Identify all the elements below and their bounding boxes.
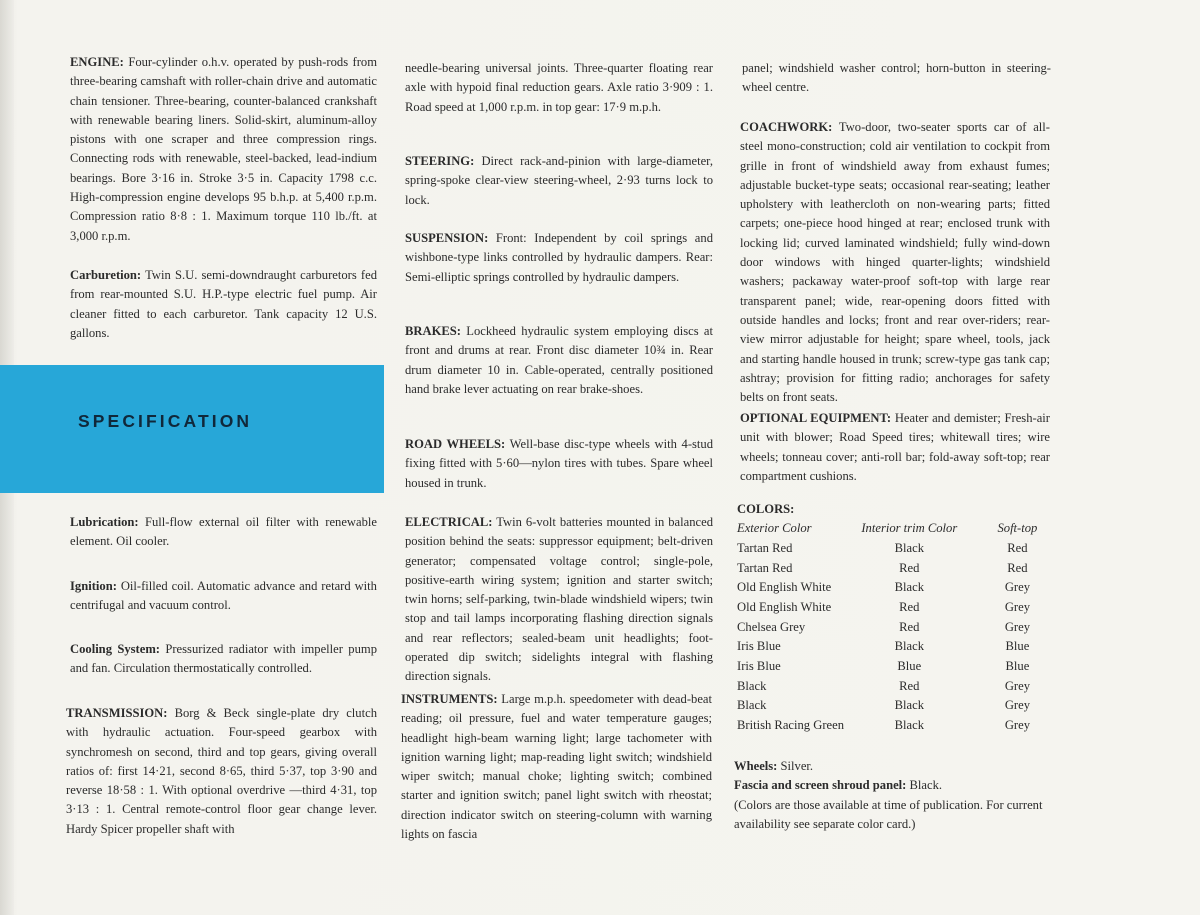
transmission-text: Borg & Beck single-plate dry clutch with hydraulic actuation. Four-speed gearbox with synchromesh on second, third and top gears, giving overall ratios of: first 14·21, second 8·65, third 5·37, top 3·90 and reverse 18·58 : 1. With optional overdrive —third 4·31, top 3·13 : 1. Central remote-control floor gear change lever. Hardy Spicer propeller shaft with	[66, 706, 377, 836]
fascia-text: Black.	[909, 778, 943, 793]
instruments-continued	[742, 59, 1051, 98]
softtop-cell: Red	[1007, 540, 1028, 555]
softtop-cell: Red	[1007, 560, 1028, 575]
interior-cell: Black	[894, 580, 924, 595]
table-row	[737, 696, 1053, 716]
transmission-section	[66, 704, 377, 839]
exterior-cell: Chelsea Grey	[737, 619, 806, 634]
lubrication-section	[70, 513, 377, 552]
exterior-cell: Tartan Red	[737, 560, 793, 575]
engine-heading: ENGINE:	[70, 55, 124, 69]
table-row	[737, 559, 1053, 579]
steering-heading: STEERING:	[405, 154, 475, 168]
interior-cell: Black	[894, 698, 924, 713]
steering-text: Direct rack-and-pinion with large-diameter, spring-spoke clear-view steering-wheel, 2·93 turns lock to lock.	[405, 154, 714, 207]
table-row	[737, 637, 1053, 657]
engine-section	[70, 53, 377, 246]
colors-table-header	[737, 519, 1053, 539]
electrical-heading: ELECTRICAL:	[405, 515, 493, 529]
optional-equipment-text: Heater and demister; Fresh-air unit with blower; Road Speed tires; whitewall tires; wire wheels; tonneau cover; anti-roll bar; fold-away soft-top; rear compartment cushions.	[740, 411, 1050, 483]
softtop-cell: Grey	[1004, 580, 1030, 595]
exterior-cell: Black	[737, 678, 767, 693]
transmission-heading: TRANSMISSION:	[66, 706, 168, 720]
electrical-text: Twin 6-volt batteries mounted in balanced position behind the seats: suppressor equipment; belt-driven generator; compensated voltage control; single-pole, positive-earth wiring system; ignition and starter switch; twin horns; self-parking, twin-blade windshield wipers; twin stop and tail lamps incorporating flashing direction signals and rear reflectors; sealed-beam unit headlights; foot-operated dip switch; sidelights integral with flashing direction signals.	[405, 515, 713, 684]
coachwork-heading: COACHWORK:	[740, 120, 833, 134]
lubrication-heading: Lubrication:	[70, 515, 139, 529]
lubrication-text: Full-flow external oil filter with renewable element. Oil cooler.	[70, 515, 377, 549]
colors-header-softtop: Soft-top	[997, 521, 1038, 536]
transmission-continued-text: needle-bearing universal joints. Three-quarter floating rear axle with hypoid final reduction gears. Axle ratio 3·909 : 1. Road speed at 1,000 r.p.m. in top gear: 17·9 m.p.h.	[405, 61, 713, 114]
exterior-cell: British Racing Green	[737, 718, 845, 733]
coachwork-section	[740, 118, 1050, 407]
ignition-text: Oil-filled coil. Automatic advance and retard with centrifugal and vacuum control.	[70, 579, 377, 613]
optional-equipment-heading: OPTIONAL EQUIPMENT:	[740, 411, 892, 425]
ignition-heading: Ignition:	[70, 579, 117, 593]
brakes-heading: BRAKES:	[405, 324, 461, 338]
interior-cell: Red	[899, 619, 920, 634]
transmission-continued	[405, 59, 713, 117]
table-row	[737, 677, 1053, 697]
suspension-section	[405, 229, 713, 287]
interior-cell: Red	[899, 678, 920, 693]
table-row	[737, 578, 1053, 598]
colors-section	[737, 500, 1047, 736]
table-row	[737, 598, 1053, 618]
electrical-section	[405, 513, 713, 687]
wheels-heading: Wheels:	[734, 759, 778, 773]
softtop-cell: Grey	[1004, 678, 1030, 693]
cooling-text: Pressurized radiator with impeller pump and fan. Circulation thermostatically controlled.	[70, 642, 377, 676]
fascia-heading: Fascia and screen shroud panel:	[734, 778, 907, 793]
carburetion-section	[70, 266, 377, 343]
instruments-section	[401, 690, 712, 844]
exterior-cell: Black	[737, 698, 767, 713]
exterior-cell: Old English White	[737, 600, 832, 615]
road-wheels-section	[405, 435, 713, 493]
specification-title: SPECIFICATION	[78, 411, 253, 431]
softtop-cell: Grey	[1004, 619, 1030, 634]
interior-cell: Red	[899, 560, 920, 575]
table-row	[737, 716, 1053, 736]
cooling-heading: Cooling System:	[70, 642, 161, 656]
colors-table	[737, 519, 1053, 736]
cooling-section	[70, 640, 377, 679]
interior-cell: Black	[894, 639, 924, 654]
suspension-heading: SUSPENSION:	[405, 231, 489, 245]
table-row	[737, 618, 1053, 638]
table-row	[737, 657, 1053, 677]
table-row	[737, 539, 1053, 559]
brakes-text: Lockheed hydraulic system employing discs at front and drums at rear. Front disc diameter 10¾ in. Rear drum diameter 10 in. Cable-operated, centrally positioned hand brake lever actuating on rear brake-shoes.	[405, 324, 713, 396]
exterior-cell: Iris Blue	[737, 639, 781, 654]
colors-heading: COLORS:	[737, 502, 795, 516]
brakes-section	[405, 322, 713, 399]
interior-cell: Black	[894, 540, 924, 555]
road-wheels-text: Well-base disc-type wheels with 4-stud fixing fitted with 5·60—nylon tires with tubes. Spare wheel housed in trunk.	[405, 437, 714, 490]
optional-equipment-section	[740, 409, 1050, 486]
suspension-text: Front: Independent by coil springs and wishbone-type links controlled by hydraulic dampers. Rear: Semi-elliptic springs controlled by hydraulic dampers.	[405, 231, 713, 284]
softtop-cell: Grey	[1004, 718, 1030, 733]
exterior-cell: Old English White	[737, 580, 832, 595]
instruments-text: Large m.p.h. speedometer with dead-beat reading; oil pressure, fuel and water temperature gauges; headlight high-beam warning light; large tachometer with ignition warning light; map-reading light switch; windshield wiper switch; manual choke; lighting switch; combined starter and ignition switch; panel light switch with rheostat; direction indicator switch on steering-column with warning lights on fascia	[401, 692, 712, 842]
colors-note: (Colors are those available at time of publication. For current availability see separate color card.)	[734, 797, 1043, 831]
softtop-cell: Grey	[1004, 698, 1030, 713]
exterior-cell: Iris Blue	[737, 659, 781, 674]
engine-text: Four-cylinder o.h.v. operated by push-rods from three-bearing camshaft with roller-chain drive and automatic chain tensioner. Three-bearing, counter-balanced crankshaft with renewable bearing liners. Solid-skirt, aluminum-alloy pistons with one scraper and three compression rings. Connecting rods with renewable, steel-backed, lead-indium bearings. Bore 3·16 in. Stroke 3·5 in. Capacity 1798 c.c. High-compression engine develops 95 b.h.p. at 5,400 r.p.m. Compression ratio 8·8 : 1. Maximum torque 110 lb./ft. at 3,000 r.p.m.	[70, 55, 377, 243]
softtop-cell: Blue	[1005, 659, 1030, 674]
interior-cell: Black	[894, 718, 924, 733]
coachwork-text: Two-door, two-seater sports car of all-steel mono-construction; cold air ventilation to cockpit from grille in front of windshield away from exhaust fumes; adjustable bucket-type seats; occasional rear-seating; leather upholstery with leathercloth on non-wearing parts; fitted carpets; one-piece hood hinged at rear; enclosed trunk with locking lid; curved laminated windshield; fully wind-down door windows with hinged quarter-lights; windshield washers; packaway water-proof soft-top with large rear transparent panel; wide, rear-opening doors fitted with outside handles and locks; front and rear over-riders; rear-view mirror adjustable for height; spare wheel, tools, jack and starting handle housed in trunk; screw-type gas tank cap; ashtray; provision for fitting radio; anchorages for safety belts on front seats.	[740, 120, 1050, 405]
softtop-cell: Grey	[1004, 600, 1030, 615]
wheels-fascia-section	[734, 757, 1052, 834]
carburetion-text: Twin S.U. semi-downdraught carburetors fed from rear-mounted S.U. H.P.-type electric fuel pump. Air cleaner fitted to each carburetor. Tank capacity 12 U.S. gallons.	[70, 268, 377, 340]
exterior-cell: Tartan Red	[737, 540, 793, 555]
carburetion-heading: Carburetion:	[70, 268, 142, 282]
interior-cell: Red	[899, 600, 920, 615]
wheels-text: Silver.	[780, 759, 814, 773]
interior-cell: Blue	[897, 659, 922, 674]
ignition-section	[70, 577, 377, 616]
road-wheels-heading: ROAD WHEELS:	[405, 437, 506, 451]
instruments-continued-text: panel; windshield washer control; horn-button in steering-wheel centre.	[742, 61, 1051, 95]
colors-header-interior: Interior trim Color	[861, 521, 958, 536]
instruments-heading: INSTRUMENTS:	[401, 692, 498, 706]
steering-section	[405, 152, 713, 210]
colors-header-exterior: Exterior Color	[737, 521, 812, 536]
softtop-cell: Blue	[1005, 639, 1030, 654]
